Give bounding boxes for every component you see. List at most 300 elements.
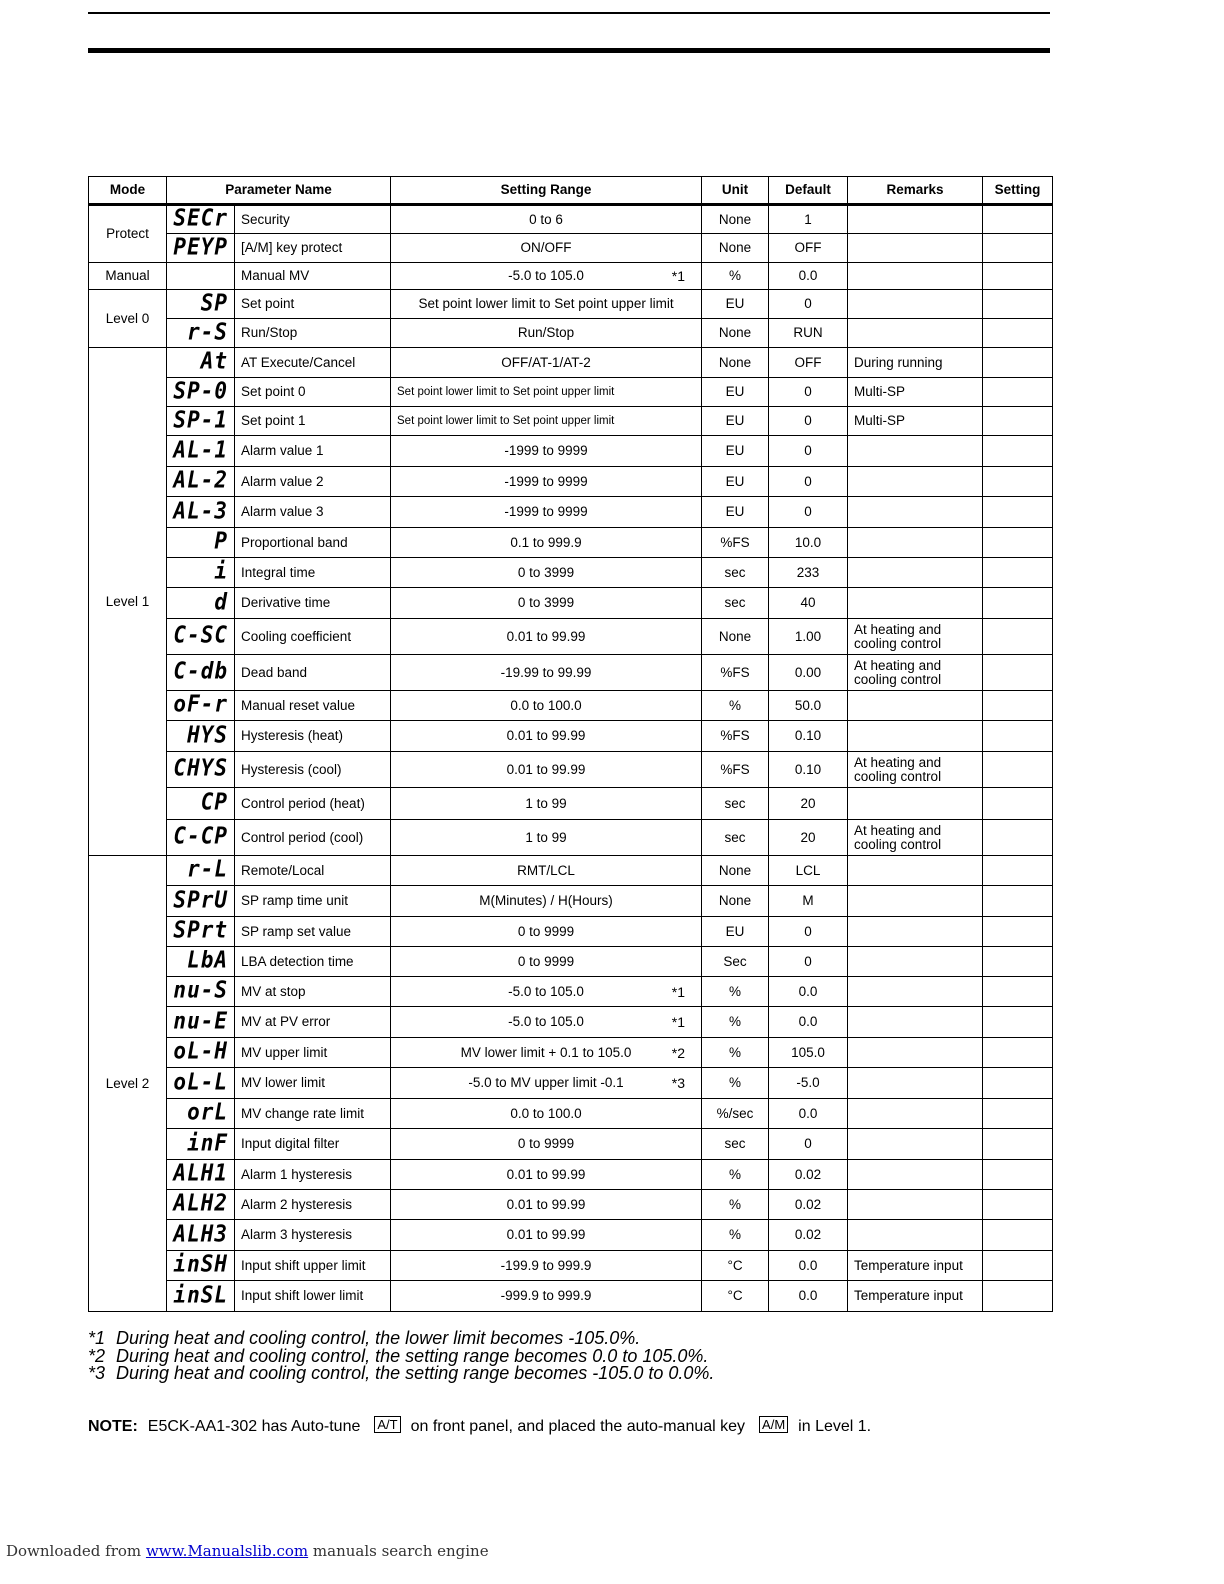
setting-range-text: Run/Stop — [517, 325, 575, 340]
table-row — [89, 348, 1053, 378]
setting-range — [391, 1251, 702, 1281]
table-row — [89, 977, 1053, 1007]
seven-segment-code: oF-r — [173, 690, 228, 718]
display-code — [167, 721, 235, 752]
setting-range-text: 0.1 to 999.9 — [510, 534, 582, 550]
setting-cell[interactable] — [983, 319, 1053, 348]
setting-range-text: 1 to 99 — [525, 829, 567, 845]
default-value: 1 — [769, 205, 848, 234]
col-default: Default — [769, 177, 848, 205]
setting-range-text: 0.0 to 100.0 — [510, 1105, 582, 1121]
display-code — [167, 1038, 235, 1068]
remarks: Multi-SP — [848, 378, 983, 407]
default-value: 0.02 — [769, 1220, 848, 1251]
setting-range-text: Set point lower limit to Set point upper limit — [418, 296, 674, 311]
setting-range-text: -199.9 to 999.9 — [500, 1257, 592, 1273]
table-row — [89, 752, 1053, 788]
display-code — [167, 1251, 235, 1281]
table-row — [89, 497, 1053, 528]
setting-cell[interactable] — [983, 655, 1053, 691]
table-row — [89, 205, 1053, 234]
default-value: 0 — [769, 497, 848, 528]
table-row — [89, 1220, 1053, 1251]
setting-range — [391, 319, 702, 348]
remarks — [848, 856, 983, 886]
parameter-name: Alarm 1 hysteresis — [235, 1160, 391, 1190]
table-row — [89, 721, 1053, 752]
remarks — [848, 234, 983, 263]
setting-range — [391, 1068, 702, 1099]
footnote: *2 During heat and cooling control, the setting range becomes 0.0 to 105.0%. — [88, 1345, 709, 1366]
col-setting: Setting — [983, 177, 1053, 205]
setting-range-text: ON/OFF — [520, 240, 572, 255]
col-setting-range: Setting Range — [391, 177, 702, 205]
setting-range — [391, 917, 702, 947]
parameter-name: [A/M] key protect — [235, 234, 391, 263]
display-code — [167, 319, 235, 348]
parameter-name: Hysteresis (heat) — [235, 721, 391, 752]
parameter-name: Set point 1 — [235, 407, 391, 436]
table-header — [89, 177, 1053, 205]
seven-segment-code: oL-L — [173, 1068, 228, 1095]
footnote-marker: *2 — [671, 1044, 686, 1061]
default-value: 0 — [769, 917, 848, 947]
setting-range-text: 0 to 9999 — [517, 923, 575, 939]
setting-range-text: -1999 to 9999 — [504, 504, 588, 519]
footnote-marker: *1 — [671, 983, 686, 1000]
seven-segment-code: SECr — [173, 204, 228, 232]
footnote: *3 During heat and cooling control, the setting range becomes -105.0 to 0.0%. — [88, 1363, 715, 1383]
footnote-marker: *3 — [671, 1075, 686, 1091]
display-code — [167, 1129, 235, 1160]
setting-range — [391, 588, 702, 619]
seven-segment-code: inF — [187, 1129, 228, 1156]
remarks — [848, 1038, 983, 1068]
seven-segment-code: r-S — [187, 318, 228, 345]
display-code — [167, 691, 235, 721]
setting-cell[interactable] — [983, 588, 1053, 619]
parameter-name: Derivative time — [235, 588, 391, 619]
setting-range-text: OFF/AT-1/AT-2 — [501, 354, 591, 370]
parameter-table — [88, 176, 1053, 1312]
parameter-name: Manual MV — [235, 263, 391, 290]
col-unit: Unit — [702, 177, 769, 205]
display-code — [167, 234, 235, 263]
setting-range-text: 0 to 6 — [529, 211, 563, 227]
display-code — [167, 977, 235, 1007]
unit: %FS — [702, 528, 769, 558]
display-code — [167, 378, 235, 407]
table-row — [89, 407, 1053, 436]
setting-cell[interactable] — [983, 619, 1053, 655]
default-value: 20 — [769, 820, 848, 856]
unit: None — [702, 619, 769, 655]
remarks: At heating and cooling control — [848, 752, 983, 788]
setting-range — [391, 856, 702, 886]
setting-range-text: 0.01 to 99.99 — [506, 1196, 586, 1212]
default-value: 0 — [769, 290, 848, 319]
setting-range-text: 0.01 to 99.99 — [506, 1166, 586, 1182]
setting-range — [391, 721, 702, 752]
setting-cell[interactable] — [983, 290, 1053, 319]
setting-range — [391, 788, 702, 820]
default-value: 0.10 — [769, 752, 848, 788]
seven-segment-code: At — [200, 347, 228, 375]
header-rule — [88, 48, 1050, 53]
seven-segment-code: CP — [200, 788, 228, 816]
remarks — [848, 886, 983, 917]
setting-range — [391, 497, 702, 528]
setting-range — [391, 752, 702, 788]
unit: % — [702, 691, 769, 721]
seven-segment-code: LbA — [187, 946, 228, 974]
unit: None — [702, 856, 769, 886]
unit: Sec — [702, 947, 769, 977]
display-code — [167, 558, 235, 588]
table-row — [89, 1129, 1053, 1160]
table-row — [89, 558, 1053, 588]
setting-range-text: Set point lower limit to Set point upper limit — [397, 415, 615, 427]
seven-segment-code: SPrt — [173, 916, 228, 944]
remarks — [848, 1068, 983, 1099]
parameter-name: Manual reset value — [235, 691, 391, 721]
default-value: -5.0 — [769, 1068, 848, 1099]
unit: %FS — [702, 721, 769, 752]
setting-range-text: 0 to 3999 — [517, 564, 575, 580]
setting-cell[interactable] — [983, 1281, 1053, 1312]
table-row — [89, 788, 1053, 820]
table-row — [89, 1190, 1053, 1220]
setting-range — [391, 348, 702, 378]
setting-range-text: 0.0 to 100.0 — [510, 697, 582, 713]
unit: %FS — [702, 752, 769, 788]
table-row — [89, 947, 1053, 977]
setting-cell[interactable] — [983, 947, 1053, 977]
unit: °C — [702, 1281, 769, 1312]
display-code — [167, 752, 235, 788]
setting-cell[interactable] — [983, 820, 1053, 856]
unit: %/sec — [702, 1099, 769, 1129]
remarks — [848, 263, 983, 290]
parameter-name: Alarm 2 hysteresis — [235, 1190, 391, 1220]
setting-range — [391, 205, 702, 234]
remarks: At heating and cooling control — [848, 619, 983, 655]
setting-cell[interactable] — [983, 1251, 1053, 1281]
remarks — [848, 1160, 983, 1190]
note-label: NOTE: — [88, 1418, 138, 1435]
seven-segment-code: oL-H — [173, 1037, 228, 1065]
remarks — [848, 1190, 983, 1220]
setting-range — [391, 1160, 702, 1190]
display-code — [167, 1220, 235, 1251]
parameter-name: MV lower limit — [235, 1068, 391, 1099]
table-row — [89, 820, 1053, 856]
mode-cell: Level 1 — [89, 348, 167, 856]
seven-segment-code: i — [214, 557, 228, 585]
footnote-marker: *1 — [671, 1014, 686, 1030]
setting-cell[interactable] — [983, 205, 1053, 234]
setting-cell[interactable] — [983, 886, 1053, 917]
unit: EU — [702, 407, 769, 436]
setting-cell[interactable] — [983, 1068, 1053, 1099]
parameter-name: Input digital filter — [235, 1129, 391, 1160]
unit: EU — [702, 497, 769, 528]
default-value: 0.0 — [769, 1281, 848, 1312]
seven-segment-code: r-L — [187, 855, 228, 883]
remarks — [848, 917, 983, 947]
parameter-name: Set point 0 — [235, 378, 391, 407]
parameter-name: Input shift lower limit — [235, 1281, 391, 1312]
seven-segment-code: ALH2 — [173, 1189, 228, 1217]
default-value: 0 — [769, 436, 848, 467]
setting-range — [391, 820, 702, 856]
parameter-name: Set point — [235, 290, 391, 319]
default-value: 40 — [769, 588, 848, 619]
setting-range-text: -1999 to 9999 — [504, 443, 588, 458]
table-row — [89, 1007, 1053, 1038]
parameter-name: Dead band — [235, 655, 391, 691]
default-value: 50.0 — [769, 691, 848, 721]
default-value: 0.0 — [769, 263, 848, 290]
setting-range — [391, 1220, 702, 1251]
parameter-name: Integral time — [235, 558, 391, 588]
col-remarks: Remarks — [848, 177, 983, 205]
unit: sec — [702, 558, 769, 588]
setting-range-text: 1 to 99 — [525, 795, 567, 811]
seven-segment-code: CHYS — [173, 754, 228, 782]
table-row — [89, 234, 1053, 263]
setting-cell[interactable] — [983, 528, 1053, 558]
remarks — [848, 977, 983, 1007]
setting-cell[interactable] — [983, 467, 1053, 497]
table-row — [89, 619, 1053, 655]
seven-segment-code: SP-1 — [173, 406, 228, 433]
display-code — [167, 436, 235, 467]
remarks — [848, 467, 983, 497]
col-mode: Mode — [89, 177, 167, 205]
remarks — [848, 1129, 983, 1160]
setting-range — [391, 1281, 702, 1312]
seven-segment-code: nu-S — [173, 976, 228, 1004]
setting-range — [391, 1129, 702, 1160]
table-row — [89, 528, 1053, 558]
footer: Downloaded from www.Manualslib.com manuals search engine — [6, 1542, 489, 1560]
setting-range — [391, 234, 702, 263]
default-value: 0 — [769, 407, 848, 436]
default-value: 0 — [769, 467, 848, 497]
setting-cell[interactable] — [983, 1190, 1053, 1220]
parameter-name: Alarm 3 hysteresis — [235, 1220, 391, 1251]
unit: % — [702, 1007, 769, 1038]
display-code — [167, 820, 235, 856]
setting-range-text: 0 to 3999 — [517, 595, 575, 610]
setting-cell[interactable] — [983, 407, 1053, 436]
remarks — [848, 788, 983, 820]
default-value: 0.10 — [769, 721, 848, 752]
setting-cell[interactable] — [983, 752, 1053, 788]
setting-cell[interactable] — [983, 1099, 1053, 1129]
mode-cell: Manual — [89, 263, 167, 290]
display-code — [167, 290, 235, 319]
setting-cell[interactable] — [983, 1220, 1053, 1251]
seven-segment-code: AL-2 — [173, 466, 228, 494]
display-code — [167, 619, 235, 655]
parameter-name: SP ramp set value — [235, 917, 391, 947]
table-row — [89, 886, 1053, 917]
display-code — [167, 917, 235, 947]
seven-segment-code: ALH3 — [173, 1220, 228, 1247]
seven-segment-code: d — [214, 588, 228, 615]
parameter-name: LBA detection time — [235, 947, 391, 977]
setting-range-text: -1999 to 9999 — [504, 473, 588, 489]
seven-segment-code: AL-3 — [173, 497, 228, 524]
unit: % — [702, 263, 769, 290]
unit: °C — [702, 1251, 769, 1281]
unit: % — [702, 1068, 769, 1099]
setting-cell[interactable] — [983, 856, 1053, 886]
mode-cell: Level 0 — [89, 290, 167, 348]
table-row — [89, 319, 1053, 348]
remarks: At heating and cooling control — [848, 655, 983, 691]
parameter-name: MV at PV error — [235, 1007, 391, 1038]
unit: %FS — [702, 655, 769, 691]
default-value: 0.0 — [769, 1099, 848, 1129]
setting-range-text: Set point lower limit to Set point upper limit — [397, 386, 615, 398]
manualslib-link[interactable]: www.Manualslib.com — [145, 1542, 309, 1560]
note: NOTE: E5CK-AA1-302 has Auto-tune A/T on front panel, and placed the auto-manual key A/M in Level 1. — [88, 1417, 872, 1435]
seven-segment-code: nu-E — [173, 1007, 228, 1034]
setting-cell[interactable] — [983, 558, 1053, 588]
setting-range — [391, 1007, 702, 1038]
remarks: During running — [848, 348, 983, 378]
setting-cell[interactable] — [983, 788, 1053, 820]
setting-cell[interactable] — [983, 497, 1053, 528]
setting-cell[interactable] — [983, 1007, 1053, 1038]
seven-segment-code: inSL — [173, 1281, 228, 1308]
display-code — [167, 947, 235, 977]
seven-segment-code: P — [214, 527, 228, 555]
remarks — [848, 588, 983, 619]
default-value: M — [769, 886, 848, 917]
remarks — [848, 290, 983, 319]
default-value: OFF — [769, 234, 848, 263]
seven-segment-code: inSH — [173, 1250, 228, 1278]
default-value: 0.0 — [769, 1251, 848, 1281]
remarks — [848, 947, 983, 977]
setting-cell[interactable] — [983, 1129, 1053, 1160]
remarks: Temperature input — [848, 1251, 983, 1281]
remarks — [848, 497, 983, 528]
unit: sec — [702, 788, 769, 820]
unit: sec — [702, 820, 769, 856]
table-row — [89, 856, 1053, 886]
am-key-icon: A/M — [759, 1416, 788, 1433]
unit: None — [702, 886, 769, 917]
setting-cell[interactable] — [983, 977, 1053, 1007]
default-value: 1.00 — [769, 619, 848, 655]
setting-cell[interactable] — [983, 263, 1053, 290]
setting-cell[interactable] — [983, 691, 1053, 721]
remarks: At heating and cooling control — [848, 820, 983, 856]
display-code — [167, 1068, 235, 1099]
parameter-name: Cooling coefficient — [235, 619, 391, 655]
setting-cell[interactable] — [983, 1160, 1053, 1190]
seven-segment-code: C-CP — [173, 822, 228, 850]
remarks — [848, 1099, 983, 1129]
remarks — [848, 558, 983, 588]
default-value: 0.02 — [769, 1160, 848, 1190]
setting-range — [391, 619, 702, 655]
setting-cell[interactable] — [983, 721, 1053, 752]
unit: None — [702, 319, 769, 348]
setting-range-text: M(Minutes) / H(Hours) — [479, 893, 613, 908]
remarks — [848, 436, 983, 467]
default-value: LCL — [769, 856, 848, 886]
setting-cell[interactable] — [983, 1038, 1053, 1068]
display-code — [167, 467, 235, 497]
setting-range — [391, 436, 702, 467]
setting-range — [391, 886, 702, 917]
table-row — [89, 1160, 1053, 1190]
setting-range-text: -5.0 to 105.0 — [508, 1014, 584, 1029]
seven-segment-code: C-SC — [173, 621, 228, 649]
display-code — [167, 407, 235, 436]
setting-cell[interactable] — [983, 234, 1053, 263]
parameter-name: Security — [235, 205, 391, 234]
default-value: OFF — [769, 348, 848, 378]
unit: None — [702, 205, 769, 234]
seven-segment-code: HYS — [187, 721, 228, 748]
table-row — [89, 1251, 1053, 1281]
seven-segment-code: orL — [187, 1098, 228, 1126]
parameter-name: Alarm value 1 — [235, 436, 391, 467]
default-value: 233 — [769, 558, 848, 588]
default-value: 105.0 — [769, 1038, 848, 1068]
footnotes — [88, 1330, 714, 1383]
table-row — [89, 588, 1053, 619]
setting-range — [391, 1038, 702, 1068]
parameter-name: Remote/Local — [235, 856, 391, 886]
setting-range — [391, 528, 702, 558]
unit: None — [702, 234, 769, 263]
display-code — [167, 205, 235, 234]
default-value: RUN — [769, 319, 848, 348]
col-parameter-name: Parameter Name — [167, 177, 391, 205]
table-row — [89, 917, 1053, 947]
setting-cell[interactable] — [983, 917, 1053, 947]
default-value: 0.0 — [769, 977, 848, 1007]
mode-cell: Protect — [89, 205, 167, 263]
setting-cell[interactable] — [983, 436, 1053, 467]
default-value: 0 — [769, 947, 848, 977]
setting-range-text: 0.01 to 99.99 — [506, 628, 586, 644]
display-code — [167, 497, 235, 528]
setting-range-text: 0.01 to 99.99 — [506, 761, 586, 777]
seven-segment-code: SPrU — [173, 886, 228, 913]
parameter-name: MV at stop — [235, 977, 391, 1007]
setting-range-text: -5.0 to 105.0 — [508, 983, 584, 999]
display-code — [167, 1099, 235, 1129]
unit: EU — [702, 467, 769, 497]
setting-range-text: -5.0 to 105.0 — [508, 268, 584, 283]
parameter-name: MV upper limit — [235, 1038, 391, 1068]
setting-cell[interactable] — [983, 378, 1053, 407]
setting-range — [391, 467, 702, 497]
remarks — [848, 205, 983, 234]
table-row — [89, 1099, 1053, 1129]
setting-cell[interactable] — [983, 348, 1053, 378]
footnote: *1 During heat and cooling control, the lower limit becomes -105.0%. — [88, 1328, 641, 1348]
